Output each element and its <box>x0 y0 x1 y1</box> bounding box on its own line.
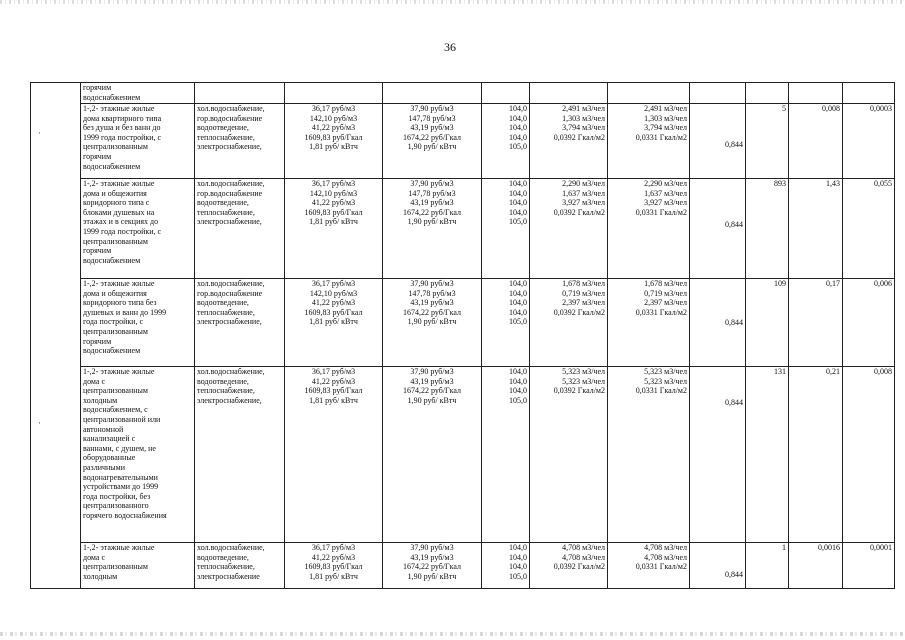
table-row <box>31 83 895 104</box>
count-cell: 131 <box>746 367 789 543</box>
left-margin-cell <box>31 83 81 589</box>
coefficient-cell: 0,844 <box>690 179 746 279</box>
count-cell: 893 <box>746 179 789 279</box>
count-cell: 1 <box>746 543 789 589</box>
share-total-cell: 0,0003 <box>843 104 895 179</box>
index-cell: 104,0 104,0 104,0 105,0 <box>482 543 530 589</box>
index-cell: 104,0 104,0 104,0 104,0 105,0 <box>482 179 530 279</box>
tariff-old-cell: 36,17 руб/м3 41,22 руб/м3 1609,83 руб/Гкал 1,81 руб/ кВтч <box>285 367 383 543</box>
count-cell: 109 <box>746 279 789 367</box>
services-cell: хол.водоснабжение, гор.водоснабжение водоотведение, теплоснабжение, электроснабжение, <box>195 179 285 279</box>
table-row <box>31 543 895 589</box>
coefficient-cell: 0,844 <box>690 104 746 179</box>
share-cell: 0,0016 <box>789 543 843 589</box>
housing-type-cell: 1-,2- этажные жилые дома и общежития коридорного типа с блоками душевых на этажах и в секциях до 1999 года постройки, с централизованным горячим водоснабжением <box>81 179 195 279</box>
tariff-old-cell: 36,17 руб/м3 142,10 руб/м3 41,22 руб/м3 1609,83 руб/Гкал 1,81 руб/ кВтч <box>285 279 383 367</box>
tariff-new-cell: 37,90 руб/м3 147,78 руб/м3 43,19 руб/м3 1674,22 руб/Гкал 1,90 руб/ кВтч <box>383 104 482 179</box>
norm-old-cell <box>530 83 608 104</box>
scan-mark: · <box>38 418 41 428</box>
coefficient-cell <box>690 83 746 104</box>
norm-new-cell: 1,678 м3/чел 0,719 м3/чел 2,397 м3/чел 0,0331 Гкал/м2 <box>608 279 690 367</box>
norm-old-cell: 2,290 м3/чел 1,637 м3/чел 3,927 м3/чел 0,0392 Гкал/м2 <box>530 179 608 279</box>
share-cell: 0,21 <box>789 367 843 543</box>
norm-new-cell: 5,323 м3/чел 5,323 м3/чел 0,0331 Гкал/м2 <box>608 367 690 543</box>
tariff-old-cell: 36,17 руб/м3 142,10 руб/м3 41,22 руб/м3 1609,83 руб/Гкал 1,81 руб/ кВтч <box>285 104 383 179</box>
table-row <box>31 367 895 543</box>
services-cell: хол.водоснабжение, водоотведение, теплоснабжение, электроснабжение <box>195 543 285 589</box>
housing-type-cell: 1-,2- этажные жилые дома и общежития коридорного типа без душевых и ванн до 1999 года постройки, с централизованным горячим водоснабжением <box>81 279 195 367</box>
share-total-cell: 0,006 <box>843 279 895 367</box>
share-cell: 1,43 <box>789 179 843 279</box>
tariff-new-cell: 37,90 руб/м3 43,19 руб/м3 1674,22 руб/Гкал 1,90 руб/ кВтч <box>383 543 482 589</box>
share-cell <box>789 83 843 104</box>
norm-new-cell <box>608 83 690 104</box>
tariff-old-cell: 36,17 руб/м3 41,22 руб/м3 1609,83 руб/Гкал 1,81 руб/ кВтч <box>285 543 383 589</box>
count-cell <box>746 83 789 104</box>
count-cell: 5 <box>746 104 789 179</box>
table-row <box>31 279 895 367</box>
services-cell: хол.водоснабжение, гор.водоснабжение водоотведение, теплоснабжение, электроснабжение, <box>195 279 285 367</box>
housing-type-cell: 1-,2- этажные жилые дома с централизованным холодным <box>81 543 195 589</box>
table-row <box>31 179 895 279</box>
tariff-new-cell <box>383 83 482 104</box>
share-total-cell: 0,0001 <box>843 543 895 589</box>
tariff-old-cell <box>285 83 383 104</box>
page-number: 36 <box>444 40 456 54</box>
housing-type-cell: горячим водоснабжением <box>81 83 195 104</box>
norm-new-cell: 2,491 м3/чел 1,303 м3/чел 3,794 м3/чел 0,0331 Гкал/м2 <box>608 104 690 179</box>
housing-type-cell: 1-,2- этажные жилые дома с централизованным холодным водоснабжением, с централизованной или автономной канализацией с ваннами, с душем, не оборудованные различными водонагревательными устройствами до 1999 года постройки, без централизованного горячего водоснабжения <box>81 367 195 543</box>
share-total-cell <box>843 83 895 104</box>
scan-artifact-bottom <box>0 632 905 636</box>
norm-old-cell: 1,678 м3/чел 0,719 м3/чел 2,397 м3/чел 0,0392 Гкал/м2 <box>530 279 608 367</box>
norm-new-cell: 4,708 м3/чел 4,708 м3/чел 0,0331 Гкал/м2 <box>608 543 690 589</box>
services-cell: хол.водоснабжение, гор.водоснабжение водоотведение, теплоснабжение, электроснабжение, <box>195 104 285 179</box>
tariff-table <box>30 82 895 589</box>
norm-new-cell: 2,290 м3/чел 1,637 м3/чел 3,927 м3/чел 0,0331 Гкал/м2 <box>608 179 690 279</box>
index-cell: 104,0 104,0 104,0 104,0 105,0 <box>482 104 530 179</box>
index-cell: 104,0 104,0 104,0 104,0 105,0 <box>482 279 530 367</box>
index-cell <box>482 83 530 104</box>
coefficient-cell: 0,844 <box>690 367 746 543</box>
tariff-new-cell: 37,90 руб/м3 147,78 руб/м3 43,19 руб/м3 1674,22 руб/Гкал 1,90 руб/ кВтч <box>383 179 482 279</box>
tariff-old-cell: 36,17 руб/м3 142,10 руб/м3 41,22 руб/м3 1609,83 руб/Гкал 1,81 руб/ кВтч <box>285 179 383 279</box>
coefficient-cell: 0,844 <box>690 543 746 589</box>
norm-old-cell: 2,491 м3/чел 1,303 м3/чел 3,794 м3/чел 0,0392 Гкал/м2 <box>530 104 608 179</box>
norm-old-cell: 5,323 м3/чел 5,323 м3/чел 0,0392 Гкал/м2 <box>530 367 608 543</box>
share-cell: 0,008 <box>789 104 843 179</box>
coefficient-cell: 0,844 <box>690 279 746 367</box>
services-cell: хол.водоснабжение, водоотведение, теплоснабжение, электроснабжение, <box>195 367 285 543</box>
services-cell <box>195 83 285 104</box>
housing-type-cell: 1-,2- этажные жилые дома квартирного типа без душа и без ванн до 1999 года постройки, с централизованным горячим водоснабжением <box>81 104 195 179</box>
scan-mark: · <box>38 128 41 138</box>
scan-artifact-top <box>0 0 905 4</box>
tariff-new-cell: 37,90 руб/м3 147,78 руб/м3 43,19 руб/м3 1674,22 руб/Гкал 1,90 руб/ кВтч <box>383 279 482 367</box>
tariff-new-cell: 37,90 руб/м3 43,19 руб/м3 1674,22 руб/Гкал 1,90 руб/ кВтч <box>383 367 482 543</box>
index-cell: 104,0 104,0 104,0 105,0 <box>482 367 530 543</box>
share-cell: 0,17 <box>789 279 843 367</box>
norm-old-cell: 4,708 м3/чел 4,708 м3/чел 0,0392 Гкал/м2 <box>530 543 608 589</box>
table-row <box>31 104 895 179</box>
share-total-cell: 0,055 <box>843 179 895 279</box>
share-total-cell: 0,008 <box>843 367 895 543</box>
